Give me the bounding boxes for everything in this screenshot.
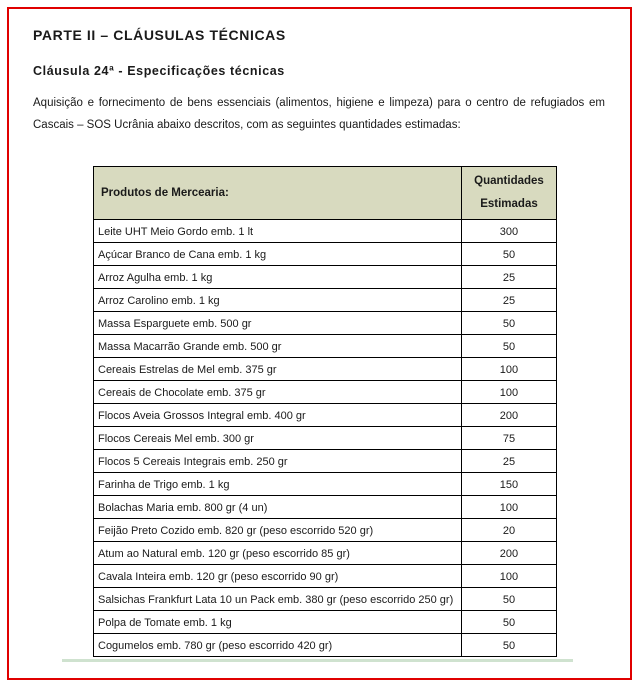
footer-divider (62, 659, 573, 662)
product-name-cell: Feijão Preto Cozido emb. 820 gr (peso escorrido 520 gr) (94, 519, 462, 542)
product-name-cell: Cogumelos emb. 780 gr (peso escorrido 420 gr) (94, 634, 462, 657)
quantity-cell: 100 (461, 381, 556, 404)
product-name-cell: Leite UHT Meio Gordo emb. 1 lt (94, 220, 462, 243)
products-table (93, 166, 557, 657)
product-name-cell: Flocos Aveia Grossos Integral emb. 400 gr (94, 404, 462, 427)
table-row (94, 427, 557, 450)
quantity-cell: 50 (461, 588, 556, 611)
table-row (94, 358, 557, 381)
table-row (94, 542, 557, 565)
product-name-cell: Bolachas Maria emb. 800 gr (4 un) (94, 496, 462, 519)
product-name-cell: Arroz Agulha emb. 1 kg (94, 266, 462, 289)
quantity-cell: 20 (461, 519, 556, 542)
quantity-cell: 200 (461, 542, 556, 565)
document-content (33, 27, 605, 657)
table-row (94, 588, 557, 611)
products-table-body (94, 220, 557, 657)
product-name-cell: Flocos 5 Cereais Integrais emb. 250 gr (94, 450, 462, 473)
table-row (94, 312, 557, 335)
quantity-cell: 50 (461, 634, 556, 657)
product-name-cell: Arroz Carolino emb. 1 kg (94, 289, 462, 312)
quantity-cell: 50 (461, 335, 556, 358)
product-name-cell: Massa Esparguete emb. 500 gr (94, 312, 462, 335)
table-row (94, 565, 557, 588)
product-name-cell: Salsichas Frankfurt Lata 10 un Pack emb. 380 gr (peso escorrido 250 gr) (94, 588, 462, 611)
table-row (94, 450, 557, 473)
product-name-cell: Farinha de Trigo emb. 1 kg (94, 473, 462, 496)
product-name-cell: Atum ao Natural emb. 120 gr (peso escorrido 85 gr) (94, 542, 462, 565)
table-row (94, 220, 557, 243)
part-title: PARTE II – CLÁUSULAS TÉCNICAS (33, 27, 286, 43)
quantity-cell: 75 (461, 427, 556, 450)
quantity-cell: 100 (461, 358, 556, 381)
quantity-cell: 100 (461, 565, 556, 588)
intro-paragraph: Aquisição e fornecimento de bens essenciais (alimentos, higiene e limpeza) para o centro de refugiados em Cascais – SOS Ucrânia abaixo descritos, com as seguintes quantidades estimadas: (33, 97, 605, 131)
quantity-cell: 300 (461, 220, 556, 243)
table-row (94, 519, 557, 542)
quantity-cell: 150 (461, 473, 556, 496)
product-name-cell: Cereais de Chocolate emb. 375 gr (94, 381, 462, 404)
product-name-cell: Polpa de Tomate emb. 1 kg (94, 611, 462, 634)
quantities-header-line2: Estimadas (480, 197, 538, 210)
quantities-column-header (461, 167, 556, 220)
table-row (94, 381, 557, 404)
table-header-row (94, 167, 557, 220)
clause-title: Cláusula 24ª - Especificações técnicas (33, 64, 285, 78)
table-row (94, 473, 557, 496)
quantity-cell: 50 (461, 243, 556, 266)
quantity-cell: 25 (461, 266, 556, 289)
quantity-cell: 200 (461, 404, 556, 427)
quantity-cell: 50 (461, 312, 556, 335)
product-name-cell: Açúcar Branco de Cana emb. 1 kg (94, 243, 462, 266)
product-name-cell: Cavala Inteira emb. 120 gr (peso escorrido 90 gr) (94, 565, 462, 588)
quantities-header-line1: Quantidades (474, 175, 544, 187)
table-row (94, 266, 557, 289)
quantity-cell: 100 (461, 496, 556, 519)
quantity-cell: 50 (461, 611, 556, 634)
table-row (94, 634, 557, 657)
quantity-cell: 25 (461, 289, 556, 312)
product-name-cell: Massa Macarrão Grande emb. 500 gr (94, 335, 462, 358)
table-row (94, 404, 557, 427)
product-name-cell: Flocos Cereais Mel emb. 300 gr (94, 427, 462, 450)
table-row (94, 289, 557, 312)
table-row (94, 243, 557, 266)
quantity-cell: 25 (461, 450, 556, 473)
table-row (94, 496, 557, 519)
table-row (94, 335, 557, 358)
product-name-cell: Cereais Estrelas de Mel emb. 375 gr (94, 358, 462, 381)
products-table-head (94, 167, 557, 220)
products-column-header: Produtos de Mercearia: (94, 167, 462, 220)
table-row (94, 611, 557, 634)
